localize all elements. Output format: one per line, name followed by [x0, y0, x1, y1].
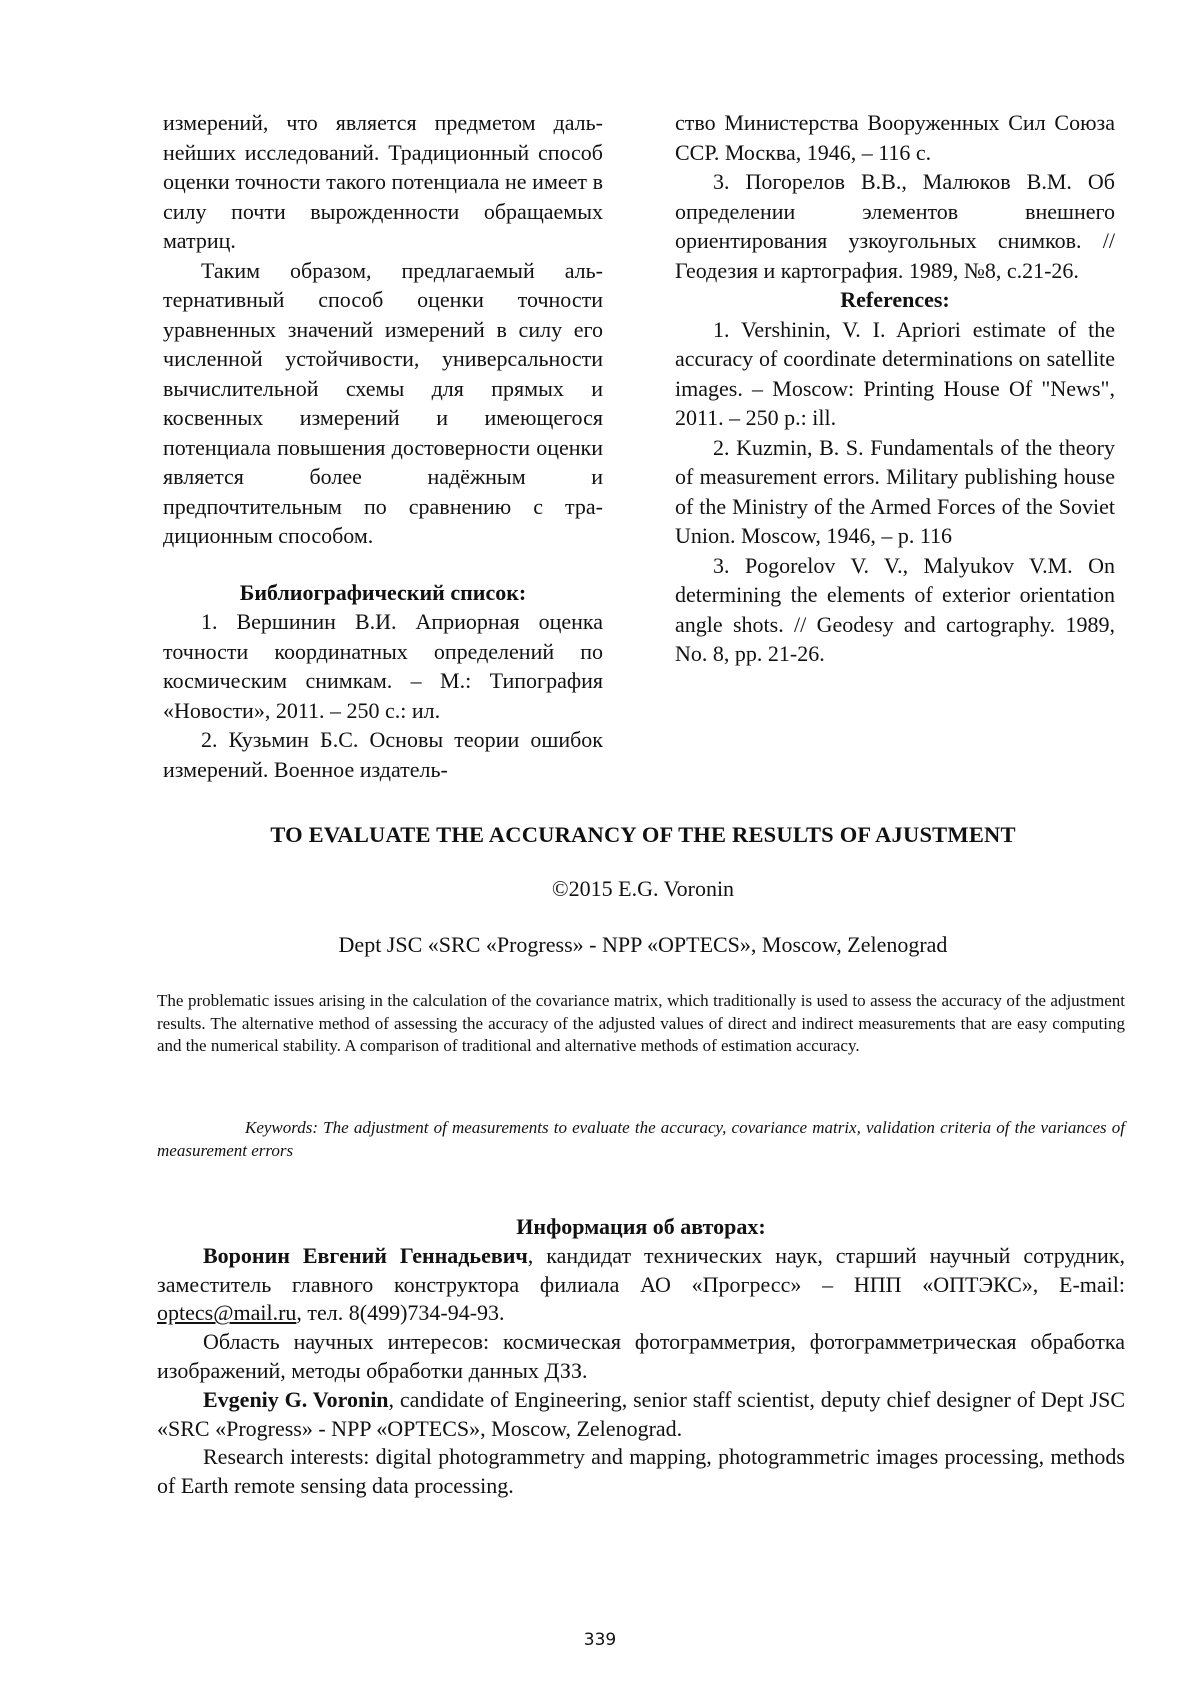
- author-info-heading: Информация об авторах:: [516, 1214, 766, 1239]
- author-en-text: , candidate of Engineering, senior staff scientist, deputy chief designer of Dept JSC «SRC «Progress» - NPP «OPTECS», Moscow, Zelenograd.: [157, 1386, 1125, 1441]
- reference-item: 3. Pogorelov V. V., Malyukov V.M. On determining the elements of exterior orientation angle shots. // Geodesy and cartography. 1989, No. 8, pp. 21-26.: [675, 552, 1115, 666]
- author-en-name: Evgeniy G. Voronin: [203, 1386, 389, 1412]
- author-information: [157, 1213, 1125, 1501]
- author-en-paragraph: [157, 1386, 1125, 1444]
- author-en-interests: Research interests: digital photogrammetry and mapping, photogrammetric images processing, methods of Earth remote sensing data processing.: [157, 1444, 1125, 1499]
- reference-item: 2. Kuzmin, B. S. Fundamentals of the theory of measurement errors. Military publishing house of the Ministry of the Armed Forces of the Soviet Union. Moscow, 1946, – p. 116: [675, 434, 1115, 548]
- email-link[interactable]: optecs@mail.ru: [157, 1300, 297, 1326]
- reference-item: 1. Vershinin, V. I. Apriori estimate of the accuracy of coordinate determinations on satellite images. – Moscow: Printing House Of "News", 2011. – 250 p.: ill.: [675, 316, 1115, 430]
- bibliography-item-continued: ство Министерства Вооруженных Сил Союза ССР. Москва, 1946, – 116 с.: [675, 110, 1115, 165]
- page-number: 339: [583, 1630, 617, 1650]
- conclusion-paragraph-2: Таким образом, предлагаемый альтернативный способ оценки точности уравненных значений измерений в силу его численной устойчивости, универсальности вычислительной схемы для прямых и косвенных измерений и имеющегося потенциала повышения достоверности оценки является более надёжным и предпочтительным по сравнению с традиционным способом.: [163, 257, 603, 548]
- author-ru-phone: , тел. 8(499)734-94-93.: [296, 1300, 505, 1326]
- abstract: The problematic issues arising in the calculation of the covariance matrix, which traditionally is used to assess the accuracy of the adjustment results. The alternative method of assessing the accuracy of the adjusted values of direct and indirect measurements that are easy computing and the numerical stability. A comparison of traditional and alternative methods of estimation accuracy.: [157, 991, 1125, 1055]
- bibliography-item: 3. Погорелов В.В., Малюков В.М. Об определении элементов внешнего ориентирования узкоугольных снимков. // Геодезия и картография. 1989, №8, с.21-26.: [675, 169, 1115, 283]
- bibliography-heading: Библиографический список:: [239, 579, 527, 605]
- keywords: Keywords: The adjustment of measurements to evaluate the accuracy, covariance matrix, validation criteria of the variances of measurement errors: [157, 1118, 1125, 1160]
- author-ru-interests: Область научных интересов: космическая фотограмметрия, фотограмметрическая обработка изображений, методы обработки данных ДЗЗ.: [157, 1329, 1125, 1383]
- references-heading: References:: [840, 287, 950, 312]
- bibliography-item: 2. Кузьмин Б.С. Основы теории ошибок измерений. Военное издатель-: [163, 727, 603, 782]
- author-affiliation: Dept JSC «SRC «Progress» - NPP «OPTECS», Moscow, Zelenograd: [338, 932, 948, 957]
- left-column: [163, 108, 603, 784]
- article-title: TO EVALUATE THE ACCURANCY OF THE RESULTS OF AJUSTMENT: [270, 822, 1016, 847]
- conclusion-paragraph-1: измерений, что является предметом дальнейших исследований. Традиционный способ оценки точности такого потенциала не имеет в силу почти вырожденности обращаемых матриц.: [163, 110, 603, 253]
- bibliography-item: 1. Вершинин В.И. Априорная оценка точности координатных определений по космическим снимкам. – М.: Типография «Новости», 2011. – 250 с.: ил.: [163, 609, 603, 723]
- right-column: [675, 108, 1115, 669]
- author-ru-text: , кандидат технических наук, старший научный сотрудник, заместитель главного конструктора филиала АО «Прогресс» – НПП «ОПТЭКС», E-mail:: [157, 1242, 1125, 1297]
- author-ru-name: Воронин Евгений Геннадьевич: [203, 1242, 528, 1268]
- two-column-body: [163, 108, 1123, 798]
- author-ru-paragraph: [157, 1242, 1125, 1328]
- copyright-line: ©2015 E.G. Voronin: [551, 876, 735, 901]
